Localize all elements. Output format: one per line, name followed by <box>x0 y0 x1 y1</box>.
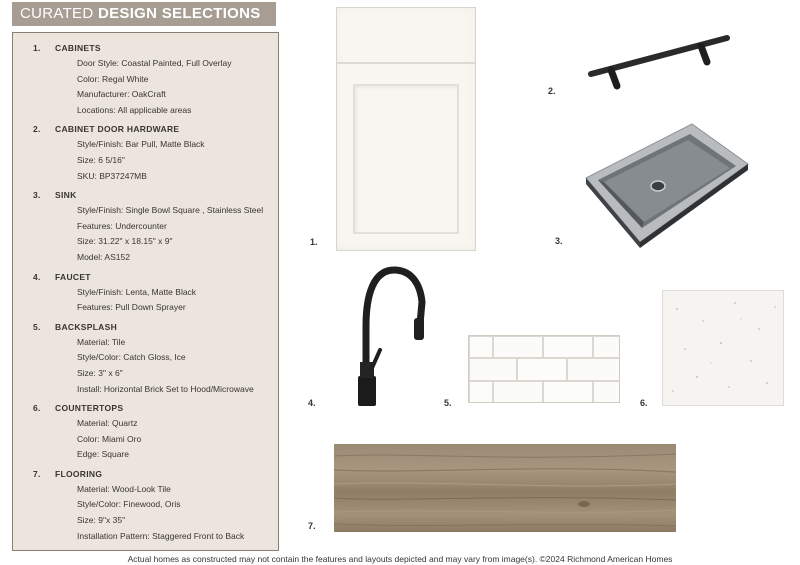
detail-line: Model: AS152 <box>77 251 130 262</box>
image-label-countertop: 6. <box>640 398 648 408</box>
detail-line: Manufacturer: OakCraft <box>77 89 166 100</box>
image-label-flooring: 7. <box>308 521 316 531</box>
detail-line: Size: 31.22" x 18.15" x 9" <box>77 236 173 247</box>
detail-line: Material: Wood-Look Tile <box>77 483 171 494</box>
image-label-sink: 3. <box>555 236 563 246</box>
section-heading <box>13 40 278 56</box>
section-number: 4. <box>33 271 41 282</box>
section-number: 2. <box>33 124 41 135</box>
section-heading <box>13 187 278 203</box>
detail-line: Edge: Square <box>77 449 129 460</box>
detail-line: Features: Pull Down Sprayer <box>77 302 186 313</box>
detail-line: Color: Miami Oro <box>77 433 142 444</box>
section-flooring <box>13 466 278 544</box>
quartz-speckle <box>663 291 783 405</box>
section-title: FLOORING <box>55 468 103 479</box>
detail-line: Size: 6 5/16" <box>77 154 125 165</box>
detail-line: Style/Finish: Lenta, Matte Black <box>77 286 197 297</box>
section-title: CABINET DOOR HARDWARE <box>55 124 180 135</box>
bar-pull-image <box>585 26 735 92</box>
page-title <box>12 2 276 26</box>
detail-line: Features: Undercounter <box>77 220 167 231</box>
countertop-sample-image <box>662 290 784 406</box>
section-title: FAUCET <box>55 271 91 282</box>
detail-line: Door Style: Coastal Painted, Full Overlay <box>77 58 232 68</box>
detail-line: Style/Finish: Single Bowl Square , Stainless Steel <box>77 205 264 216</box>
section-countertops <box>13 400 278 463</box>
image-label-backsplash: 5. <box>444 398 452 408</box>
footer-disclaimer: Actual homes as constructed may not contain the features and layouts depicted and may vary from image(s). ©2024 Richmond American Homes <box>127 554 673 564</box>
detail-line: Style/Color: Finewood, Oris <box>77 499 181 510</box>
image-label-faucet: 4. <box>308 398 316 408</box>
detail-line: Color: Regal White <box>77 73 149 84</box>
detail-line: Install: Horizontal Brick Set to Hood/Microwave <box>77 383 254 394</box>
detail-line: Material: Tile <box>77 336 126 347</box>
section-sink <box>13 187 278 265</box>
spec-panel <box>12 32 279 551</box>
detail-line: Size: 3" x 6" <box>77 367 123 378</box>
backsplash-tile-image <box>468 335 620 403</box>
detail-line: Size: 9"x 35" <box>77 515 126 526</box>
detail-line: Locations: All applicable areas <box>77 104 192 115</box>
wood-look-tile-image <box>334 444 676 532</box>
image-label-hardware: 2. <box>548 86 556 96</box>
detail-line: Style/Color: Catch Gloss, Ice <box>77 352 186 363</box>
tile-pattern <box>469 336 620 403</box>
section-title: COUNTERTOPS <box>55 403 124 414</box>
faucet-image <box>336 264 428 406</box>
section-heading <box>13 269 278 285</box>
section-title: SINK <box>55 190 77 201</box>
detail-line: Installation Pattern: Staggered Front to Back <box>77 530 245 541</box>
section-heading <box>13 121 278 137</box>
section-heading <box>13 400 278 416</box>
title-light: CURATED <box>20 5 98 22</box>
section-cabinet-door-hardware <box>13 121 278 184</box>
section-number: 1. <box>33 43 41 53</box>
section-number: 5. <box>33 321 41 332</box>
section-cabinets <box>13 40 278 118</box>
detail-line: Style/Finish: Bar Pull, Matte Black <box>77 139 205 150</box>
section-number: 3. <box>33 190 41 201</box>
section-backsplash <box>13 319 278 397</box>
section-title: CABINETS <box>55 43 101 53</box>
section-number: 7. <box>33 468 41 479</box>
title-bold: DESIGN SELECTIONS <box>97 5 261 22</box>
cabinet-top-rail <box>337 8 475 64</box>
cabinet-door-image <box>336 7 476 251</box>
section-heading <box>13 466 278 482</box>
section-number: 6. <box>33 403 41 414</box>
detail-line: SKU: BP37247MB <box>77 170 147 181</box>
cabinet-recessed-panel <box>353 84 459 234</box>
image-label-cabinet: 1. <box>310 237 318 247</box>
detail-line: Material: Quartz <box>77 418 138 429</box>
section-heading <box>13 319 278 335</box>
sink-image <box>582 122 750 248</box>
section-title: BACKSPLASH <box>55 321 118 332</box>
section-faucet <box>13 269 278 316</box>
